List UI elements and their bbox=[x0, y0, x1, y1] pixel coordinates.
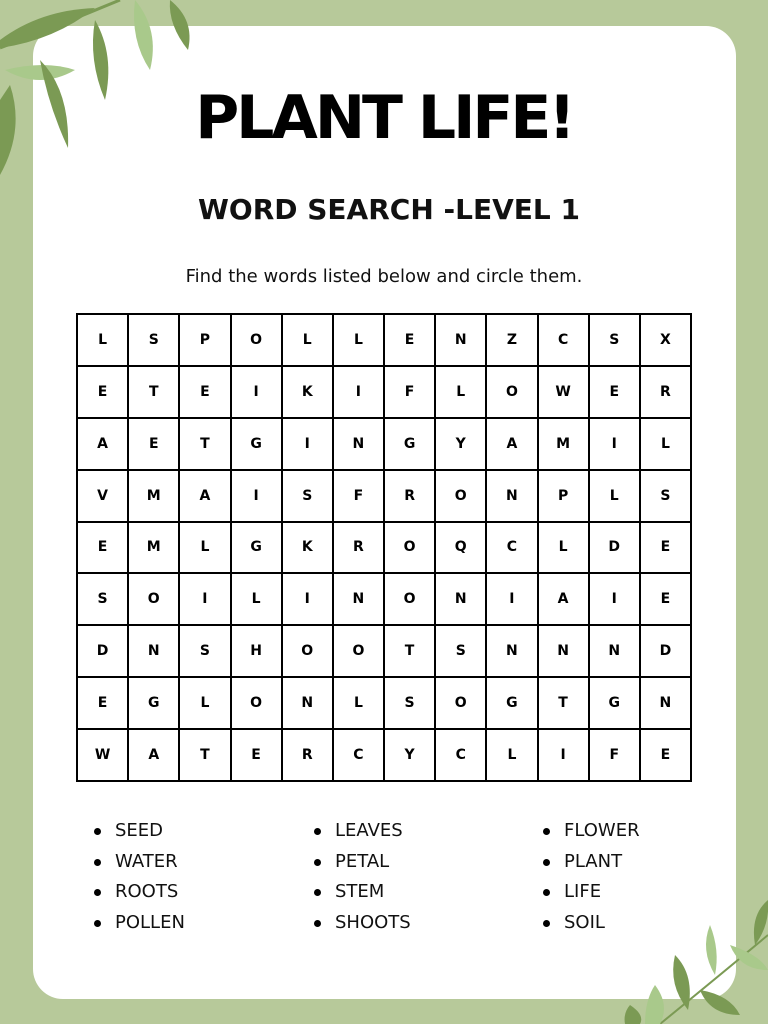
grid-cell[interactable]: F bbox=[334, 471, 385, 523]
grid-cell[interactable]: R bbox=[385, 471, 436, 523]
grid-cell[interactable]: N bbox=[539, 626, 590, 678]
grid-cell[interactable]: L bbox=[334, 678, 385, 730]
grid-cell[interactable]: L bbox=[641, 419, 692, 471]
grid-cell[interactable]: A bbox=[487, 419, 538, 471]
word-list-item: SEED bbox=[91, 816, 185, 847]
instructions-text: Find the words listed below and circle them. bbox=[185, 266, 583, 287]
word-list-item: STEM bbox=[311, 877, 411, 908]
grid-cell[interactable]: L bbox=[78, 315, 129, 367]
grid-cell[interactable]: I bbox=[590, 574, 641, 626]
leaf-branch-bottom-right-icon bbox=[620, 895, 768, 1024]
word-list-column-3 bbox=[540, 816, 640, 938]
word-list-item: WATER bbox=[91, 847, 185, 878]
grid-cell[interactable]: N bbox=[334, 419, 385, 471]
grid-cell[interactable]: L bbox=[180, 678, 231, 730]
grid-cell[interactable]: T bbox=[539, 678, 590, 730]
grid-cell[interactable]: M bbox=[539, 419, 590, 471]
grid-cell[interactable]: N bbox=[487, 626, 538, 678]
grid-cell[interactable]: S bbox=[129, 315, 180, 367]
grid-cell[interactable]: L bbox=[334, 315, 385, 367]
grid-cell[interactable]: N bbox=[487, 471, 538, 523]
grid-cell[interactable]: T bbox=[180, 730, 231, 782]
grid-cell[interactable]: T bbox=[385, 626, 436, 678]
grid-cell[interactable]: I bbox=[232, 367, 283, 419]
grid-cell[interactable]: P bbox=[539, 471, 590, 523]
word-list-item: SOIL bbox=[540, 908, 640, 939]
grid-cell[interactable]: S bbox=[590, 315, 641, 367]
grid-cell[interactable]: N bbox=[436, 574, 487, 626]
grid-cell[interactable]: E bbox=[232, 730, 283, 782]
grid-cell[interactable]: I bbox=[539, 730, 590, 782]
grid-cell[interactable]: E bbox=[641, 730, 692, 782]
grid-cell[interactable]: T bbox=[129, 367, 180, 419]
word-list-item: PLANT bbox=[540, 847, 640, 878]
grid-cell[interactable]: F bbox=[385, 367, 436, 419]
grid-cell[interactable]: O bbox=[487, 367, 538, 419]
grid-cell[interactable]: W bbox=[539, 367, 590, 419]
grid-cell[interactable]: L bbox=[180, 523, 231, 575]
grid-cell[interactable]: D bbox=[590, 523, 641, 575]
grid-cell[interactable]: S bbox=[78, 574, 129, 626]
grid-cell[interactable]: L bbox=[487, 730, 538, 782]
grid-cell[interactable]: I bbox=[487, 574, 538, 626]
grid-cell[interactable]: O bbox=[385, 523, 436, 575]
grid-cell[interactable]: X bbox=[641, 315, 692, 367]
grid-cell[interactable]: G bbox=[487, 678, 538, 730]
grid-cell[interactable]: G bbox=[129, 678, 180, 730]
grid-cell[interactable]: O bbox=[232, 678, 283, 730]
grid-cell[interactable]: C bbox=[487, 523, 538, 575]
grid-cell[interactable]: G bbox=[590, 678, 641, 730]
word-list-column-1 bbox=[91, 816, 185, 938]
grid-cell[interactable]: A bbox=[78, 419, 129, 471]
grid-cell[interactable]: R bbox=[641, 367, 692, 419]
grid-cell[interactable]: N bbox=[590, 626, 641, 678]
grid-cell[interactable]: K bbox=[283, 523, 334, 575]
grid-cell[interactable]: S bbox=[385, 678, 436, 730]
grid-cell[interactable]: G bbox=[232, 523, 283, 575]
grid-cell[interactable]: N bbox=[436, 315, 487, 367]
grid-cell[interactable]: E bbox=[641, 523, 692, 575]
word-list-item: LIFE bbox=[540, 877, 640, 908]
grid-cell[interactable]: E bbox=[180, 367, 231, 419]
grid-cell[interactable]: G bbox=[385, 419, 436, 471]
grid-cell[interactable]: Q bbox=[436, 523, 487, 575]
grid-cell[interactable]: R bbox=[334, 523, 385, 575]
grid-cell[interactable]: L bbox=[539, 523, 590, 575]
grid-cell[interactable]: T bbox=[180, 419, 231, 471]
grid-cell[interactable]: E bbox=[641, 574, 692, 626]
grid-cell[interactable]: L bbox=[283, 315, 334, 367]
word-list-item: LEAVES bbox=[311, 816, 411, 847]
grid-cell[interactable]: Y bbox=[436, 419, 487, 471]
grid-cell[interactable]: E bbox=[129, 419, 180, 471]
grid-cell[interactable]: O bbox=[436, 471, 487, 523]
grid-cell[interactable]: L bbox=[590, 471, 641, 523]
word-list-item: SHOOTS bbox=[311, 908, 411, 939]
grid-cell[interactable]: D bbox=[641, 626, 692, 678]
page-title: PLANT LIFE! bbox=[195, 83, 573, 153]
grid-cell[interactable]: C bbox=[436, 730, 487, 782]
grid-cell[interactable]: E bbox=[78, 523, 129, 575]
grid-cell[interactable]: Y bbox=[385, 730, 436, 782]
grid-cell[interactable]: N bbox=[334, 574, 385, 626]
grid-cell[interactable]: G bbox=[232, 419, 283, 471]
grid-cell[interactable]: D bbox=[78, 626, 129, 678]
grid-cell[interactable]: F bbox=[590, 730, 641, 782]
grid-cell[interactable]: O bbox=[129, 574, 180, 626]
grid-cell[interactable]: E bbox=[590, 367, 641, 419]
grid-cell[interactable]: I bbox=[283, 419, 334, 471]
grid-cell[interactable]: S bbox=[436, 626, 487, 678]
grid-cell[interactable]: M bbox=[129, 471, 180, 523]
word-list-column-2 bbox=[311, 816, 411, 938]
grid-cell[interactable]: O bbox=[436, 678, 487, 730]
grid-cell[interactable]: I bbox=[232, 471, 283, 523]
grid-cell[interactable]: H bbox=[232, 626, 283, 678]
grid-cell[interactable]: M bbox=[129, 523, 180, 575]
grid-cell[interactable]: S bbox=[283, 471, 334, 523]
grid-cell[interactable]: N bbox=[129, 626, 180, 678]
word-list-item: PETAL bbox=[311, 847, 411, 878]
grid-cell[interactable]: S bbox=[641, 471, 692, 523]
word-list-item: POLLEN bbox=[91, 908, 185, 939]
word-list-item: FLOWER bbox=[540, 816, 640, 847]
grid-cell[interactable]: O bbox=[334, 626, 385, 678]
grid-cell[interactable]: I bbox=[180, 574, 231, 626]
grid-cell[interactable]: L bbox=[436, 367, 487, 419]
grid-cell[interactable]: N bbox=[641, 678, 692, 730]
worksheet-subtitle: WORD SEARCH -LEVEL 1 bbox=[198, 193, 580, 226]
grid-cell[interactable]: I bbox=[334, 367, 385, 419]
grid-cell[interactable]: R bbox=[283, 730, 334, 782]
grid-cell[interactable]: E bbox=[385, 315, 436, 367]
grid-cell[interactable]: Z bbox=[487, 315, 538, 367]
word-list-item: ROOTS bbox=[91, 877, 185, 908]
grid-cell[interactable]: P bbox=[180, 315, 231, 367]
grid-cell[interactable]: S bbox=[180, 626, 231, 678]
grid-cell[interactable]: E bbox=[78, 367, 129, 419]
word-search-grid bbox=[76, 313, 692, 782]
grid-cell[interactable]: C bbox=[334, 730, 385, 782]
grid-cell[interactable]: N bbox=[283, 678, 334, 730]
grid-cell[interactable]: K bbox=[283, 367, 334, 419]
grid-cell[interactable]: E bbox=[78, 678, 129, 730]
grid-cell[interactable]: I bbox=[283, 574, 334, 626]
grid-cell[interactable]: C bbox=[539, 315, 590, 367]
grid-cell[interactable]: A bbox=[539, 574, 590, 626]
grid-cell[interactable]: A bbox=[180, 471, 231, 523]
grid-cell[interactable]: W bbox=[78, 730, 129, 782]
grid-cell[interactable]: V bbox=[78, 471, 129, 523]
grid-cell[interactable]: L bbox=[232, 574, 283, 626]
grid-cell[interactable]: O bbox=[232, 315, 283, 367]
grid-cell[interactable]: O bbox=[385, 574, 436, 626]
grid-cell[interactable]: O bbox=[283, 626, 334, 678]
grid-cell[interactable]: I bbox=[590, 419, 641, 471]
grid-cell[interactable]: A bbox=[129, 730, 180, 782]
